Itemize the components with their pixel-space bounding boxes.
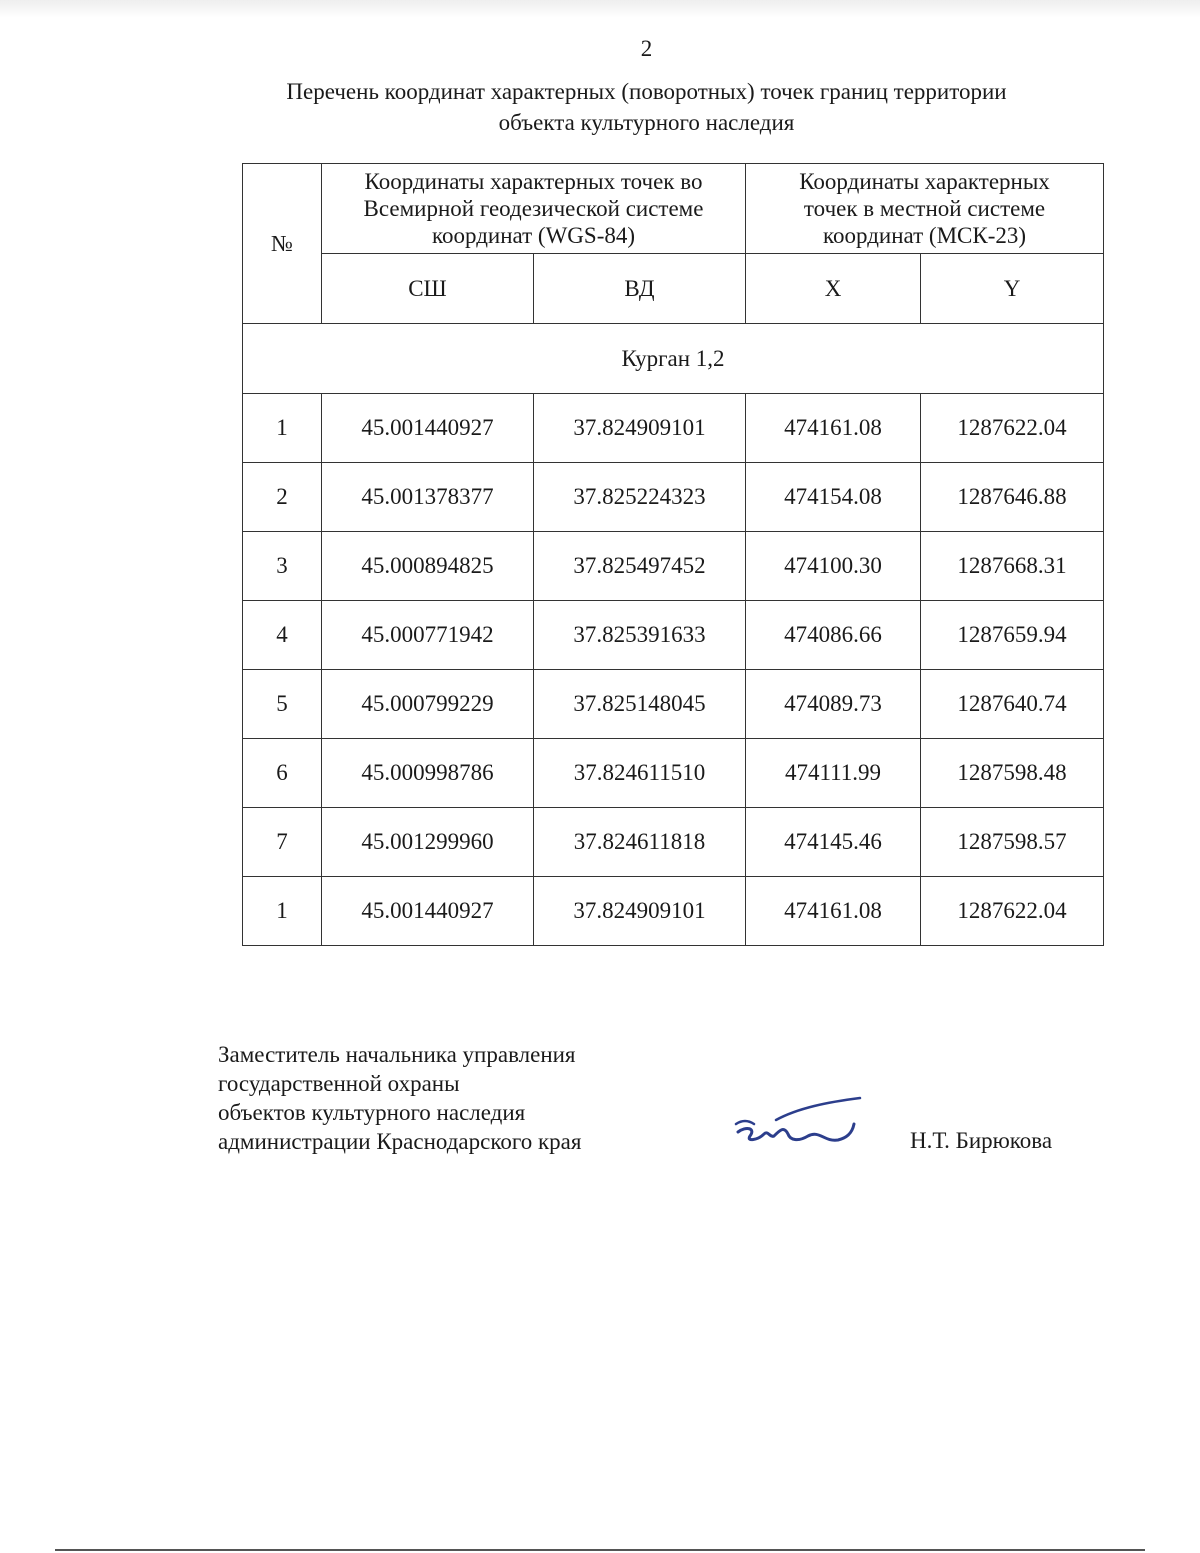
cell-latitude: 45.000771942 xyxy=(322,601,534,670)
header-y: Y xyxy=(921,254,1104,324)
cell-longitude: 37.825148045 xyxy=(534,670,746,739)
position-line-1: Заместитель начальника управления xyxy=(218,1042,576,1067)
cell-x: 474086.66 xyxy=(746,601,921,670)
cell-y: 1287622.04 xyxy=(921,877,1104,946)
cell-latitude: 45.000799229 xyxy=(322,670,534,739)
table-header-row xyxy=(243,164,1104,254)
header-latitude: СШ xyxy=(322,254,534,324)
cell-latitude: 45.000894825 xyxy=(322,532,534,601)
cell-longitude: 37.824909101 xyxy=(534,877,746,946)
cell-number: 2 xyxy=(243,463,322,532)
cell-x: 474111.99 xyxy=(746,739,921,808)
header-msk23: Координаты характерных точек в местной системе координат (МСК-23) xyxy=(746,164,1104,254)
cell-y: 1287622.04 xyxy=(921,394,1104,463)
cell-longitude: 37.824611510 xyxy=(534,739,746,808)
cell-latitude: 45.001299960 xyxy=(322,808,534,877)
cell-x: 474145.46 xyxy=(746,808,921,877)
table-row xyxy=(243,394,1104,463)
header-wgs84: Координаты характерных точек во Всемирной геодезической системе координат (WGS-84) xyxy=(322,164,746,254)
scan-edge-shading xyxy=(0,0,1200,18)
cell-y: 1287640.74 xyxy=(921,670,1104,739)
cell-number: 1 xyxy=(243,394,322,463)
cell-y: 1287668.31 xyxy=(921,532,1104,601)
handwritten-signature xyxy=(728,1090,878,1170)
cell-x: 474161.08 xyxy=(746,394,921,463)
header-x: X xyxy=(746,254,921,324)
table-row xyxy=(243,532,1104,601)
table-row xyxy=(243,601,1104,670)
header-number: № xyxy=(243,164,322,324)
signatory-position xyxy=(218,1040,581,1156)
cell-number: 7 xyxy=(243,808,322,877)
document-title xyxy=(200,76,1093,138)
cell-number: 4 xyxy=(243,601,322,670)
cell-y: 1287646.88 xyxy=(921,463,1104,532)
cell-x: 474161.08 xyxy=(746,877,921,946)
table-row xyxy=(243,739,1104,808)
section-title: Курган 1,2 xyxy=(243,324,1104,394)
table-row xyxy=(243,877,1104,946)
signer-name: Н.Т. Бирюкова xyxy=(910,1128,1053,1153)
cell-y: 1287598.48 xyxy=(921,739,1104,808)
cell-number: 3 xyxy=(243,532,322,601)
position-line-3: объектов культурного наследия xyxy=(218,1100,526,1125)
coordinates-table xyxy=(242,163,1104,946)
cell-latitude: 45.001378377 xyxy=(322,463,534,532)
cell-longitude: 37.824909101 xyxy=(534,394,746,463)
document-title-line-2: объекта культурного наследия xyxy=(498,110,795,135)
scan-bottom-edge xyxy=(55,1549,1145,1551)
position-line-4: администрации Краснодарского края xyxy=(218,1129,582,1154)
cell-y: 1287659.94 xyxy=(921,601,1104,670)
cell-longitude: 37.825497452 xyxy=(534,532,746,601)
cell-latitude: 45.001440927 xyxy=(322,394,534,463)
page-number: 2 xyxy=(640,36,653,61)
cell-latitude: 45.000998786 xyxy=(322,739,534,808)
cell-x: 474100.30 xyxy=(746,532,921,601)
position-line-2: государственной охраны xyxy=(218,1071,460,1096)
document-title-line-1: Перечень координат характерных (поворотных) точек границ территории xyxy=(286,79,1007,104)
section-row xyxy=(243,324,1104,394)
table-subheader-row xyxy=(243,254,1104,324)
cell-number: 6 xyxy=(243,739,322,808)
header-longitude: ВД xyxy=(534,254,746,324)
table-row xyxy=(243,808,1104,877)
cell-y: 1287598.57 xyxy=(921,808,1104,877)
cell-number: 5 xyxy=(243,670,322,739)
cell-latitude: 45.001440927 xyxy=(322,877,534,946)
cell-longitude: 37.825224323 xyxy=(534,463,746,532)
cell-longitude: 37.825391633 xyxy=(534,601,746,670)
cell-x: 474089.73 xyxy=(746,670,921,739)
table-row xyxy=(243,670,1104,739)
table-row xyxy=(243,463,1104,532)
cell-longitude: 37.824611818 xyxy=(534,808,746,877)
cell-x: 474154.08 xyxy=(746,463,921,532)
cell-number: 1 xyxy=(243,877,322,946)
